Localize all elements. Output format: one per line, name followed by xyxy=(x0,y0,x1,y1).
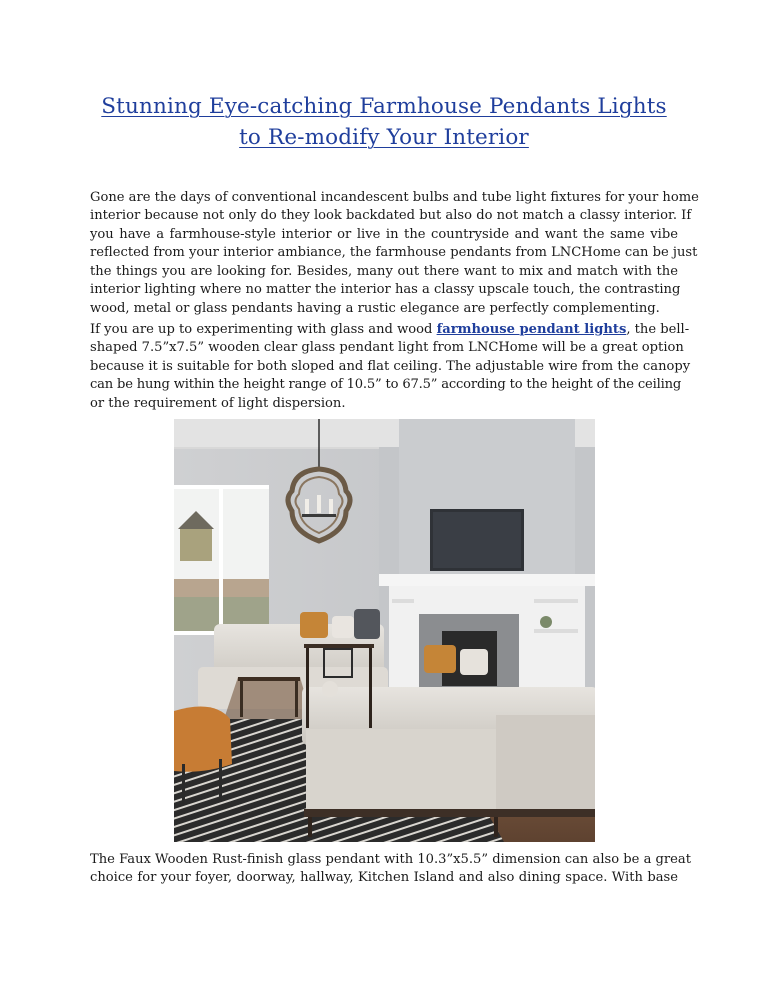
text-line: interior because not only do they look backdated but also do not match a classy interior. If xyxy=(90,208,692,224)
paragraph-glass-wood xyxy=(90,321,691,413)
side-table xyxy=(304,644,374,648)
text-line: The Faux Wooden Rust-finish glass pendant with 10.3”x5.5” dimension can also be a great xyxy=(90,852,692,867)
text-line: Gone are the days of conventional incandescent bulbs and tube light fixtures for your home xyxy=(90,190,699,205)
text-line: the things you are looking for. Besides, many out there want to mix and match with the xyxy=(90,263,678,279)
text-segment: , the bell- xyxy=(626,322,690,337)
living-room-photo xyxy=(174,419,595,842)
title-line-2[interactable]: to Re-modify Your Interior xyxy=(239,125,529,150)
orange-armchair xyxy=(174,707,232,772)
text-line: can be hung within the height range of 10.5” to 67.5” according to the height of the ceiling xyxy=(90,377,682,393)
text-line: or the requirement of light dispersion. xyxy=(90,395,346,411)
coffee-table xyxy=(238,677,300,681)
text-line: reflected from your interior ambiance, the farmhouse pendants from LNCHome can be just xyxy=(90,245,698,261)
mantel xyxy=(379,574,595,586)
text-line: wood, metal or glass pendants having a rustic elegance are perfectly complementing. xyxy=(90,300,660,316)
text-line: you have a farmhouse-style interior or live in the countryside and want the same vibe xyxy=(90,226,678,242)
text-line: choice for your foyer, doorway, hallway, Kitchen Island and also dining space. With base xyxy=(90,870,678,886)
text-line: interior lighting where no matter the interior has a classy upscale touch, the contrasting xyxy=(90,282,681,298)
text-segment: If you are up to experimenting with glass and wood xyxy=(90,322,437,337)
text-line: because it is suitable for both sloped and flat ceiling. The adjustable wire from the canopy xyxy=(90,358,691,374)
page-title[interactable] xyxy=(90,91,678,153)
title-line-1[interactable]: Stunning Eye-catching Farmhouse Pendants Lights xyxy=(101,94,667,119)
paragraph-faux-wooden xyxy=(90,851,692,888)
farmhouse-pendant-lights-link[interactable]: farmhouse pendant lights xyxy=(436,322,627,337)
paragraph-intro xyxy=(90,189,699,318)
text-line-with-link xyxy=(90,321,690,339)
text-line: shaped 7.5”x7.5” wooden clear glass pendant light from LNCHome will be a great option xyxy=(90,340,684,356)
